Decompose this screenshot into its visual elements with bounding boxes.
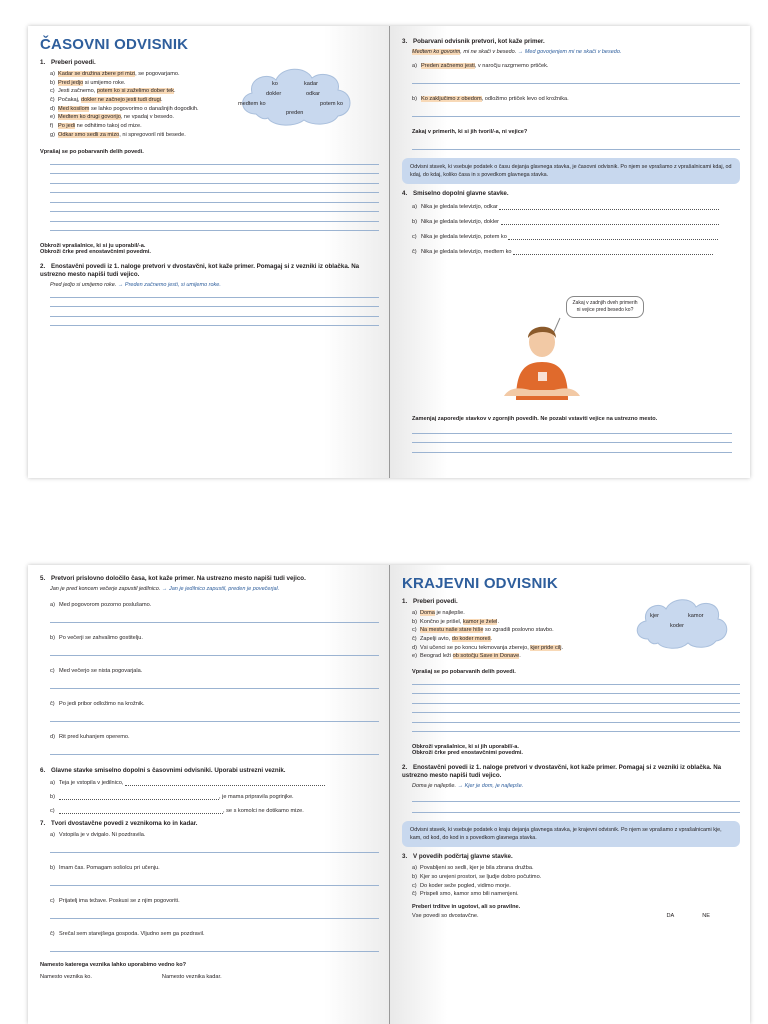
list-item: č) Prispeli smo, kamor smo bili namenjeni. xyxy=(412,891,519,898)
instruction-ask: Vprašaj se po pobarvanih delih povedi. xyxy=(412,669,516,675)
speech-bubble: Zakaj v zadnjih dveh primerih ni vejice pred besedo ko? xyxy=(566,296,644,318)
answer-line[interactable] xyxy=(50,183,379,184)
list-item: b) Po večerji se zahvalimo gostitelju. xyxy=(50,635,143,642)
answer-line[interactable] xyxy=(50,316,379,317)
answer-lines xyxy=(40,164,379,232)
answer-line[interactable] xyxy=(50,951,379,952)
task-1: 1. Preberi povedi. xyxy=(402,598,458,605)
list-item: g) Odkar smo sedli za mizo, ni spregovoril niti besede. xyxy=(50,131,186,138)
task-2: 2. Enostavčni povedi iz 1. naloge pretvori v dvostavčni, kot kaže primer. Pomagaj si z vezniki iz oblačka. Na ustrezno mesto napiši tudi vejico. xyxy=(40,263,360,279)
answer-line[interactable] xyxy=(50,622,379,623)
list-item: c) Nika je gledala televizijo, potem ko xyxy=(412,234,740,240)
answer-line[interactable] xyxy=(412,703,740,704)
list-item: c) Jesti začnemo, potem ko si zaželimo dober tek. xyxy=(50,88,176,95)
answer-line[interactable] xyxy=(412,433,732,434)
example: Pred jedjo si umijemo roke. → Preden začnemo jesti, si umijemo roke. xyxy=(50,282,221,289)
boy-illustration-icon xyxy=(500,316,590,400)
answer-line[interactable] xyxy=(412,442,732,443)
fill-in-blank[interactable] xyxy=(501,219,719,225)
page-title: ČASOVNI ODVISNIK xyxy=(40,36,189,53)
answer-line[interactable] xyxy=(412,812,740,813)
list-item: d) Rit pred kuhanjem operemo. xyxy=(50,734,130,741)
answer-line[interactable] xyxy=(50,221,379,222)
claim: Vse povedi so dvostavčne. xyxy=(412,913,479,920)
task-6: 6. Glavne stavke smiselno dopolni s časovnimi odvisniki. Uporabi ustrezni veznik. xyxy=(40,767,286,775)
fill-in-blank[interactable] xyxy=(513,249,713,255)
answer-line[interactable] xyxy=(412,731,740,732)
answer-lines xyxy=(40,297,379,327)
answer-line[interactable] xyxy=(50,918,379,919)
page-casovni-odvisnik-3 xyxy=(28,565,389,1024)
answer-lines xyxy=(402,424,732,453)
cloud-word: medtem ko xyxy=(238,101,266,107)
bottom-spread xyxy=(28,565,750,1024)
list-item: b) Končno je prišel, kamor je želel. xyxy=(412,618,499,625)
cloud-word: kamor xyxy=(688,613,704,619)
answer-line[interactable] xyxy=(412,116,740,117)
fill-in-blank[interactable] xyxy=(508,234,718,240)
task-3: 3. Pobarvani odvisnik pretvori, kot kaže primer. xyxy=(402,38,545,45)
answer-line[interactable] xyxy=(412,801,740,802)
list-item: b) Imam čas. Pomagam sošolcu pri učenju. xyxy=(50,865,160,872)
sentence-list xyxy=(412,864,740,899)
example: Doma je najlepše. → Kjer je dom, je najlepše. xyxy=(412,783,524,790)
page-casovni-odvisnik xyxy=(28,26,389,478)
list-item: c) Do koder seže pogled, vidimo morje. xyxy=(412,882,511,889)
list-item: c) Med večerjo se nista pogovarjala. xyxy=(50,668,143,675)
answer-line[interactable] xyxy=(412,149,740,150)
yes-option[interactable]: DA xyxy=(666,913,675,920)
instead-kadar: Namesto veznika kadar. xyxy=(161,974,222,981)
question-which: Namesto katerega veznika lahko uporabimo vedno ko? xyxy=(40,962,187,969)
info-box: Odvisni stavek, ki vsebuje podatek o času dejanja glavnega stavka, je časovni odvisnik. Po njem se vprašamo z vprašalnicami kdaj, od kdaj, do kdaj, koliko časa in s povedkom glavnega stavka. xyxy=(402,158,740,184)
true-false-row xyxy=(412,913,740,919)
answer-line[interactable] xyxy=(50,202,379,203)
answer-line[interactable] xyxy=(50,306,379,307)
task-2: 2. Enostavčni povedi iz 1. naloge pretvori v dvostavčni, kot kaže primer. Pomagaj si z vezniki iz oblačka. Na ustrezno mesto napiši tudi vejico. xyxy=(402,764,722,780)
answer-line[interactable] xyxy=(50,688,379,689)
answer-line[interactable] xyxy=(50,230,379,231)
answer-line[interactable] xyxy=(50,655,379,656)
list-item: d) Med kosilom se lahko pogovorimo o današnjih dogodkih. xyxy=(50,105,199,112)
info-box: Odvisni stavek, ki vsebuje podatek o kraju dejanja glavnega stavka, je krajevni odvisnik. Po njem se vprašamo z vprašalnicami kje, kam, od kod, do kod in s povedkom glavnega stavka. xyxy=(402,821,740,847)
task-7: 7. Tvori dvostavčne povedi z veznikoma ko in kadar. xyxy=(40,820,198,828)
answer-lines xyxy=(402,684,740,733)
fill-in-blank[interactable] xyxy=(125,780,325,786)
conjunction-cloud xyxy=(234,62,358,128)
answer-line[interactable] xyxy=(50,211,379,212)
list-item: a) Med pogovorom pozorno poslušamo. xyxy=(50,602,152,609)
list-item: b) , je mama pripravila pogrinjke. xyxy=(50,794,294,801)
page-title: KRAJEVNI ODVISNIK xyxy=(402,575,558,592)
list-item: d) Vsi učenci se po koncu tekmovanja zberejo, kjer pride cilj. xyxy=(412,644,564,651)
list-item: b) Ko zaključimo z obedom, odložimo prtiček levo od krožnika. xyxy=(412,96,569,103)
answer-line[interactable] xyxy=(50,192,379,193)
list-item: a) Kadar se družina zbere pri mizi, se pogovarjamo. xyxy=(50,71,180,78)
answer-line[interactable] xyxy=(50,885,379,886)
list-item: c) , se s komolci ne dotikamo mize. xyxy=(50,808,304,815)
answer-line[interactable] xyxy=(50,173,379,174)
cloud-icon xyxy=(234,62,358,128)
page-casovni-odvisnik-2 xyxy=(389,26,750,478)
answer-line[interactable] xyxy=(50,297,379,298)
list-item: a) Teja je vstopila v jedilnico, xyxy=(50,780,379,786)
list-item: č) Nika je gledala televizijo, medtem ko xyxy=(412,249,740,255)
cloud-word: kjer xyxy=(650,613,660,619)
instruction-swap: Zamenjaj zaporedje stavkov v zgornjih povedih. Ne pozabi vstaviti vejice na ustrezno mesto. xyxy=(412,416,658,422)
list-item: a) Nika je gledala televizijo, odkar xyxy=(412,204,740,210)
task-5: 5. Pretvori prislovno določilo časa, kot kaže primer. Na ustrezno mesto napiši tudi vejico. xyxy=(40,575,306,582)
cloud-word: kadar xyxy=(304,81,318,87)
list-item: a) Doma je najlepše. xyxy=(412,610,465,617)
cloud-icon xyxy=(630,593,730,651)
instruction-circle-1: Obkroži vprašalnice, ki si ju uporabil/-a. xyxy=(40,243,146,250)
instruction-circle-1: Obkroži vprašalnice, ki si jih uporabil/-a. xyxy=(412,744,519,750)
answer-line[interactable] xyxy=(412,712,740,713)
list-item: a) Vstopila je v dvigalo. Ni pozdravila. xyxy=(50,832,146,839)
list-item: č) Po jedi pribor odložimo na krožnik. xyxy=(50,701,145,708)
instead-row xyxy=(40,974,379,980)
page-krajevni-odvisnik xyxy=(389,565,750,1024)
list-item: f) Po jedi ne odhitimo takoj od mize. xyxy=(50,123,142,129)
answer-line[interactable] xyxy=(412,693,740,694)
cloud-word: koder xyxy=(670,623,684,629)
answer-line[interactable] xyxy=(412,83,740,84)
list-item: b) Nika je gledala televizijo, dokler xyxy=(412,219,740,225)
task-3: 3. V povedih podčrtaj glavne stavke. xyxy=(402,853,513,861)
example: Medtem ko govorim, mi ne skači v besedo. → Med govorjenjem mi ne skači v besedo. xyxy=(412,49,622,56)
answer-line[interactable] xyxy=(50,852,379,853)
list-item: e) Medtem ko drugi govorijo, ne vpadaj v besedo. xyxy=(50,114,174,121)
list-item: c) Prijatelj ima težave. Poskusi se z njim pogovoriti. xyxy=(50,898,180,905)
list-item: č) Zapelji avto, do koder moreš. xyxy=(412,636,493,643)
fill-in-blank[interactable] xyxy=(59,808,223,814)
answer-line[interactable] xyxy=(412,684,740,685)
answer-line[interactable] xyxy=(50,325,379,326)
instruction-circle-2: Obkroži črke pred enostavčnimi povedmi. xyxy=(40,249,151,256)
list-item: a) Povabljeni so sedli, kjer je bila zbrana družba. xyxy=(412,865,534,872)
fill-in-blank[interactable] xyxy=(59,794,219,800)
question-why: Zakaj v primerih, ki si jih tvoril/-a, ni vejice? xyxy=(412,129,528,136)
answer-line[interactable] xyxy=(50,721,379,722)
answer-line[interactable] xyxy=(50,164,379,165)
instruction-circle-2: Obkroži črke pred enostavčnimi povedmi. xyxy=(412,750,523,756)
answer-line[interactable] xyxy=(412,722,740,723)
task-4: 4. Smiselno dopolni glavne stavke. xyxy=(402,190,509,198)
cloud-word: odkar xyxy=(306,91,320,97)
instruction-ask: Vprašaj se po pobarvanih delih povedi. xyxy=(40,149,144,156)
answer-line[interactable] xyxy=(412,452,732,453)
answer-line[interactable] xyxy=(50,754,379,755)
list-item: b) Kjer so urejeni prostori, se ljudje dobro počutimo. xyxy=(412,874,542,881)
conjunction-cloud xyxy=(630,593,730,651)
no-option[interactable]: NE xyxy=(702,913,710,920)
task-1: 1. Preberi povedi. xyxy=(40,59,96,66)
instruction-read: Preberi trditve in ugotovi, ali so pravilne. xyxy=(412,904,521,911)
top-spread xyxy=(28,26,750,478)
list-item: e) Beograd leži ob sotočju Save in Donave. xyxy=(412,653,521,660)
cloud-word: dokler xyxy=(266,91,282,97)
cloud-word: ko xyxy=(272,81,278,87)
list-item: a) Preden začnemo jesti, v naročju razgrnemo prtiček. xyxy=(412,63,549,70)
list-item: b) Pred jedjo si umijemo roke. xyxy=(50,79,126,86)
list-item: c) Na mestu naše stare hiše so zgradili poslovno stavbo. xyxy=(412,627,554,634)
list-item: č) Počakaj, dokler ne začnejo jesti tudi drugi. xyxy=(50,97,163,104)
fill-in-blank[interactable] xyxy=(499,204,719,210)
example: Jan je pred koncem večerje zapustil jedilnico. → Jan je jedilnico zapustil, preden je povečerjal. xyxy=(50,586,280,593)
list-item: č) Srečal sem starejšega gospoda. Vljudno sem ga pozdravil. xyxy=(50,931,205,938)
cloud-word: preden xyxy=(286,110,304,116)
instead-ko: Namesto veznika ko. xyxy=(40,974,92,981)
cloud-word: potem ko xyxy=(320,101,344,107)
